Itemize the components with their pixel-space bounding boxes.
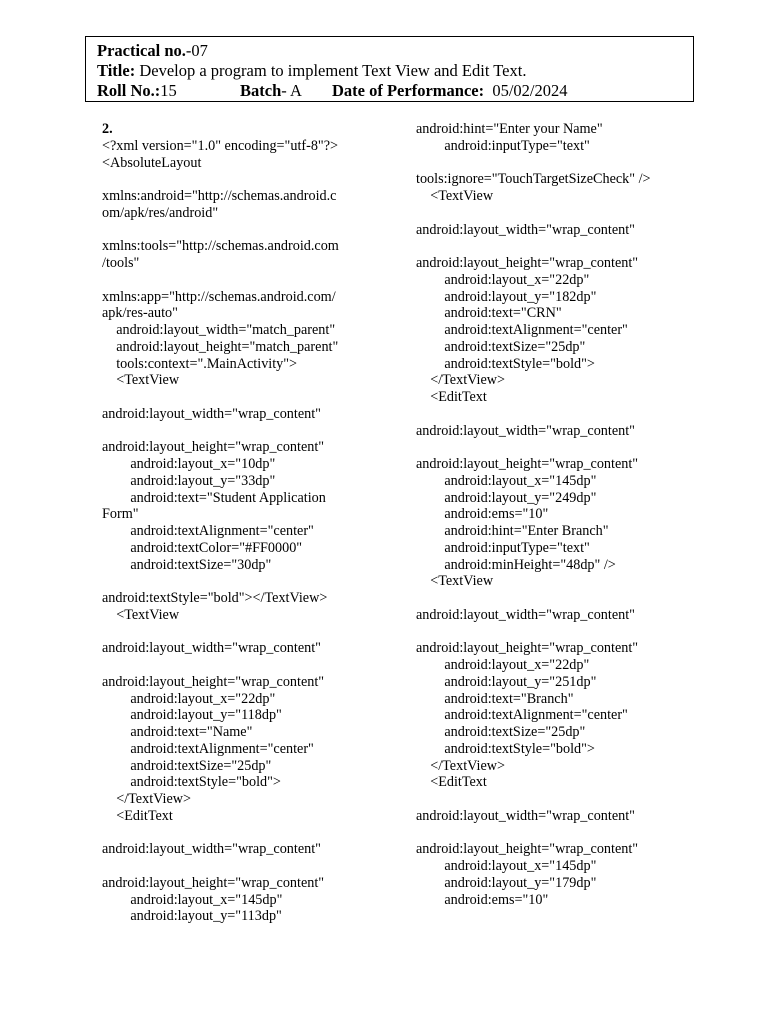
code-line: android:layout_y="118dp": [102, 707, 282, 724]
code-column-right: [416, 121, 716, 908]
code-line: android:textStyle="bold"></TextView>: [102, 590, 328, 606]
code-line: /tools": [102, 255, 140, 271]
code-column-left: [102, 121, 402, 925]
code-line: android:minHeight="48dp" />: [416, 556, 616, 573]
code-line: [102, 171, 402, 188]
code-line: android:textAlignment="center": [102, 523, 314, 539]
code-line: android:text="Name": [102, 724, 253, 740]
code-line: android:layout_y="249dp": [416, 489, 597, 506]
code-line: <EditText: [416, 389, 487, 405]
code-line: [102, 858, 402, 875]
code-line: android:textAlignment="center": [416, 322, 628, 338]
code-line: </TextView>: [416, 757, 506, 774]
code-line: android:layout_height="wrap_content": [102, 874, 325, 891]
code-line: [102, 222, 402, 239]
section-number: 2.: [102, 121, 113, 137]
code-line: [102, 423, 402, 440]
code-line: <AbsoluteLayout: [102, 154, 202, 171]
left-code-lines: [102, 138, 402, 925]
roll-label: Roll No.:: [97, 81, 161, 100]
code-line: [416, 825, 716, 842]
code-line: [416, 590, 716, 607]
code-line: android:layout_width="wrap_content": [416, 807, 635, 824]
code-line: android:text="Student Application: [102, 489, 326, 506]
code-line: android:textSize="25dp": [102, 757, 272, 774]
code-line: android:layout_x="10dp": [102, 456, 276, 472]
code-line: android:hint="Enter Branch": [416, 523, 609, 539]
code-line: xmlns:tools="http://schemas.android.com: [102, 238, 339, 255]
code-line: android:layout_y="113dp": [102, 908, 282, 925]
batch-label: Batch: [240, 81, 282, 100]
code-line: android:layout_x="145dp": [416, 858, 597, 874]
code-line: xmlns:android="http://schemas.android.c: [102, 188, 337, 204]
code-line: [416, 155, 716, 172]
code-line: android:layout_height="wrap_content": [102, 439, 325, 456]
batch-value: - A: [281, 81, 302, 100]
code-line: <TextView: [102, 606, 180, 623]
code-line: android:layout_y="33dp": [102, 472, 276, 489]
title-line: [97, 61, 693, 81]
code-line: Form": [102, 506, 139, 523]
code-line: </TextView>: [416, 372, 506, 389]
code-line: </TextView>: [102, 791, 192, 807]
code-line: android:layout_height="match_parent": [102, 338, 339, 355]
code-line: android:layout_height="wrap_content": [416, 456, 639, 472]
code-line: [416, 205, 716, 222]
code-line: [416, 624, 716, 641]
code-line: android:layout_width="match_parent": [102, 322, 336, 338]
code-line: android:layout_height="wrap_content": [416, 841, 639, 858]
code-line: [102, 624, 402, 641]
code-line: android:layout_width="wrap_content": [416, 606, 635, 623]
code-line: android:layout_y="179dp": [416, 874, 597, 891]
code-line: android:layout_x="22dp": [416, 271, 590, 288]
code-line: android:layout_height="wrap_content": [102, 673, 325, 690]
code-line: <TextView: [416, 573, 494, 590]
code-line: [416, 238, 716, 255]
roll-value: 15: [160, 81, 177, 100]
right-code-lines: [416, 121, 716, 908]
code-line: xmlns:app="http://schemas.android.com/: [102, 288, 336, 305]
code-line: android:inputType="text": [416, 539, 590, 556]
practical-number-line: [97, 41, 693, 61]
code-line: android:text="CRN": [416, 305, 562, 322]
code-line: android:layout_width="wrap_content": [416, 422, 635, 439]
code-line: <?xml version="1.0" encoding="utf-8"?>: [102, 137, 339, 154]
code-line: android:textColor="#FF0000": [102, 539, 303, 556]
code-line: android:layout_width="wrap_content": [102, 640, 321, 657]
practical-header-box: [85, 36, 694, 102]
code-line: android:textStyle="bold">: [102, 774, 281, 791]
code-line: om/apk/res/android": [102, 204, 219, 221]
code-line: android:textSize="25dp": [416, 724, 586, 740]
code-line: <TextView: [416, 188, 494, 204]
code-line: android:layout_y="182dp": [416, 288, 597, 305]
code-line: android:text="Branch": [416, 690, 574, 707]
roll-line: [97, 81, 693, 101]
code-line: [102, 272, 402, 289]
code-line: android:textSize="30dp": [102, 556, 272, 573]
code-line: android:layout_height="wrap_content": [416, 255, 639, 271]
code-line: [102, 657, 402, 674]
code-line: android:layout_y="251dp": [416, 673, 597, 690]
date-label: Date of Performance:: [332, 81, 485, 100]
practical-label: Practical no.: [97, 41, 186, 60]
code-line: [102, 389, 402, 406]
title-label: Title:: [97, 61, 136, 80]
title-value: Develop a program to implement Text View and Edit Text.: [135, 61, 527, 80]
code-line: android:textAlignment="center": [416, 707, 628, 724]
code-line: android:textAlignment="center": [102, 740, 314, 757]
code-line: android:layout_width="wrap_content": [102, 405, 321, 422]
code-line: [102, 573, 402, 590]
code-line: android:layout_x="145dp": [102, 891, 283, 908]
code-line: android:ems="10": [416, 891, 549, 908]
code-line: [416, 406, 716, 423]
code-line: android:textStyle="bold">: [416, 355, 595, 372]
code-line: android:textStyle="bold">: [416, 740, 595, 757]
code-line: <EditText: [416, 774, 487, 791]
code-line: android:layout_x="145dp": [416, 472, 597, 489]
code-line: tools:context=".MainActivity">: [102, 355, 298, 372]
code-line: android:layout_x="22dp": [102, 690, 276, 707]
date-value: 05/02/2024: [492, 81, 568, 100]
code-line: [102, 825, 402, 842]
code-line: [416, 791, 716, 808]
code-line: android:ems="10": [416, 506, 549, 523]
code-line: android:layout_x="22dp": [416, 657, 590, 673]
code-line: android:textSize="25dp": [416, 338, 586, 355]
code-line: android:layout_width="wrap_content": [416, 221, 635, 238]
code-line: tools:ignore="TouchTargetSizeCheck" />: [416, 171, 651, 188]
code-line: apk/res-auto": [102, 305, 178, 322]
code-line: <EditText: [102, 807, 173, 824]
code-line: android:layout_height="wrap_content": [416, 640, 639, 657]
code-line: android:hint="Enter your Name": [416, 121, 603, 137]
practical-value: -07: [185, 41, 208, 60]
code-line: [416, 439, 716, 456]
code-line: android:inputType="text": [416, 137, 590, 154]
code-line: android:layout_width="wrap_content": [102, 841, 321, 858]
code-line: <TextView: [102, 372, 180, 389]
